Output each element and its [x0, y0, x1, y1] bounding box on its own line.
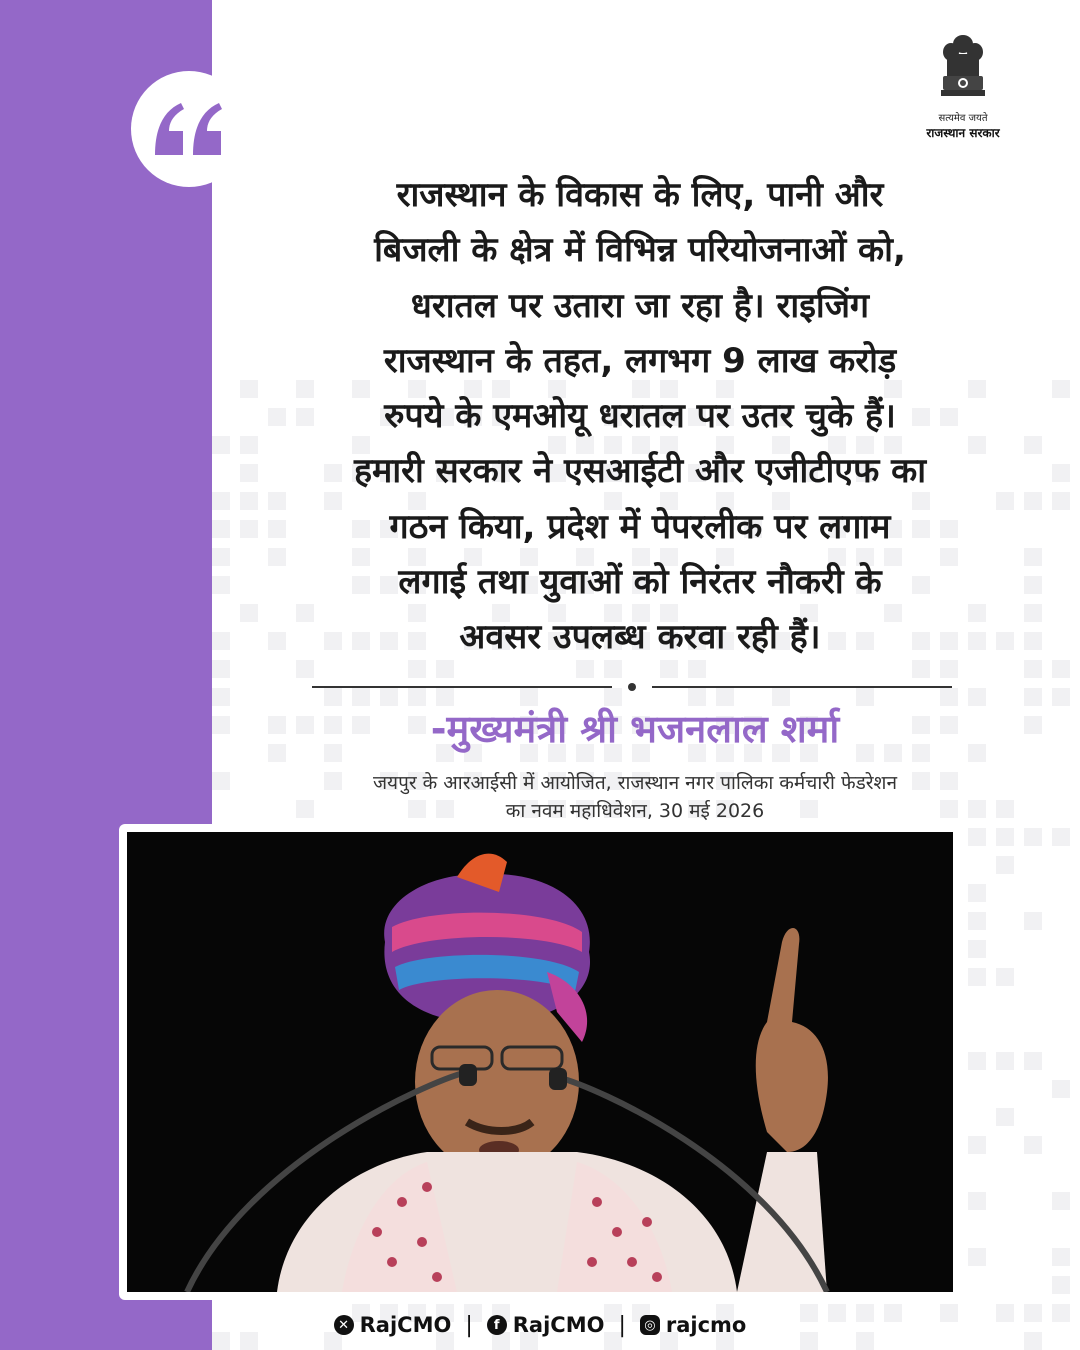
- facebook-icon: f: [487, 1315, 507, 1335]
- pattern-square: [1052, 688, 1070, 706]
- pattern-square: [1052, 380, 1070, 398]
- ornamental-divider: [312, 686, 952, 688]
- instagram-handle-link[interactable]: [640, 1313, 746, 1337]
- quote-line: राजस्थान के तहत, लगभग 9 लाख करोड़: [383, 340, 897, 381]
- pattern-square: [212, 520, 230, 538]
- x-handle: RajCMO: [359, 1313, 452, 1337]
- pattern-square: [1052, 1276, 1070, 1294]
- pattern-square: [968, 828, 986, 846]
- facebook-handle: RajCMO: [512, 1313, 605, 1337]
- pattern-square: [212, 660, 230, 678]
- pattern-square: [968, 1052, 986, 1070]
- pattern-square: [968, 1192, 986, 1210]
- x-handle-link[interactable]: [334, 1313, 452, 1337]
- instagram-icon: ◎: [640, 1315, 660, 1335]
- pattern-square: [996, 856, 1014, 874]
- event-line-2: का नवम महाधिवेशन, 30 मई 2026: [505, 800, 765, 822]
- quote-line: बिजली के क्षेत्र में विभिन्न परियोजनाओं को,: [374, 230, 906, 271]
- government-name: राजस्थान सरकार: [926, 126, 1000, 140]
- pattern-square: [1024, 828, 1042, 846]
- quote-line: राजस्थान के विकास के लिए, पानी और: [396, 175, 884, 215]
- pattern-square: [968, 1136, 986, 1154]
- pattern-square: [212, 436, 230, 454]
- pattern-square: [1024, 1052, 1042, 1070]
- x-logo-icon: ✕: [334, 1315, 354, 1335]
- instagram-handle: rajcmo: [665, 1313, 747, 1337]
- quote-text: [240, 168, 1040, 666]
- footer-separator: |: [618, 1312, 626, 1338]
- quote-line: रुपये के एमओयू धरातल पर उतर चुके हैं।: [384, 396, 896, 437]
- state-emblem: [915, 30, 1011, 141]
- pattern-square: [996, 968, 1014, 986]
- pattern-square: [212, 632, 230, 650]
- pattern-square: [968, 912, 986, 930]
- pattern-square: [1052, 1248, 1070, 1266]
- quote-line: हमारी सरकार ने एसआईटी और एजीटीएफ का: [353, 451, 927, 492]
- pattern-square: [1052, 828, 1070, 846]
- pattern-square: [996, 1108, 1014, 1126]
- pattern-square: [1052, 660, 1070, 678]
- pattern-square: [212, 576, 230, 594]
- speaker-photo: [127, 832, 953, 1292]
- pattern-square: [212, 548, 230, 566]
- speaker-illustration: [127, 832, 953, 1292]
- pattern-square: [1024, 912, 1042, 930]
- pattern-square: [212, 772, 230, 790]
- quote-mark-icon: [151, 99, 227, 159]
- quote-line: धरातल पर उतारा जा रहा है। राइजिंग: [410, 285, 870, 326]
- pattern-square: [212, 716, 230, 734]
- pattern-square: [212, 492, 230, 510]
- pattern-square: [968, 940, 986, 958]
- social-footer: [0, 1305, 1080, 1345]
- speaker-name: -मुख्यमंत्री श्री भजनलाल शर्मा: [430, 707, 840, 751]
- quote-line: अवसर उपलब्ध करवा रही हैं।: [459, 617, 821, 658]
- pattern-square: [1052, 492, 1070, 510]
- footer-separator: |: [465, 1312, 473, 1338]
- pattern-square: [968, 968, 986, 986]
- quote-line: लगाई तथा युवाओं को निरंतर नौकरी के: [398, 562, 882, 603]
- event-details: [240, 769, 1030, 825]
- pattern-square: [1052, 1080, 1070, 1098]
- pattern-square: [1052, 1192, 1070, 1210]
- quote-mark-badge: [131, 71, 247, 187]
- emblem-motto: सत्यमेव जयते: [938, 113, 988, 124]
- quote-line: गठन किया, प्रदेश में पेपरलीक पर लगाम: [389, 506, 891, 547]
- pattern-square: [212, 688, 230, 706]
- pattern-square: [996, 828, 1014, 846]
- pattern-square: [996, 1052, 1014, 1070]
- event-line-1: जयपुर के आरआईसी में आयोजित, राजस्थान नगर पालिका कर्मचारी फेडरेशन: [372, 772, 898, 794]
- pattern-square: [968, 884, 986, 902]
- pattern-square: [968, 1248, 986, 1266]
- ashoka-emblem-icon: [937, 30, 989, 108]
- facebook-handle-link[interactable]: [487, 1313, 605, 1337]
- pattern-square: [1024, 1136, 1042, 1154]
- pattern-square: [1052, 464, 1070, 482]
